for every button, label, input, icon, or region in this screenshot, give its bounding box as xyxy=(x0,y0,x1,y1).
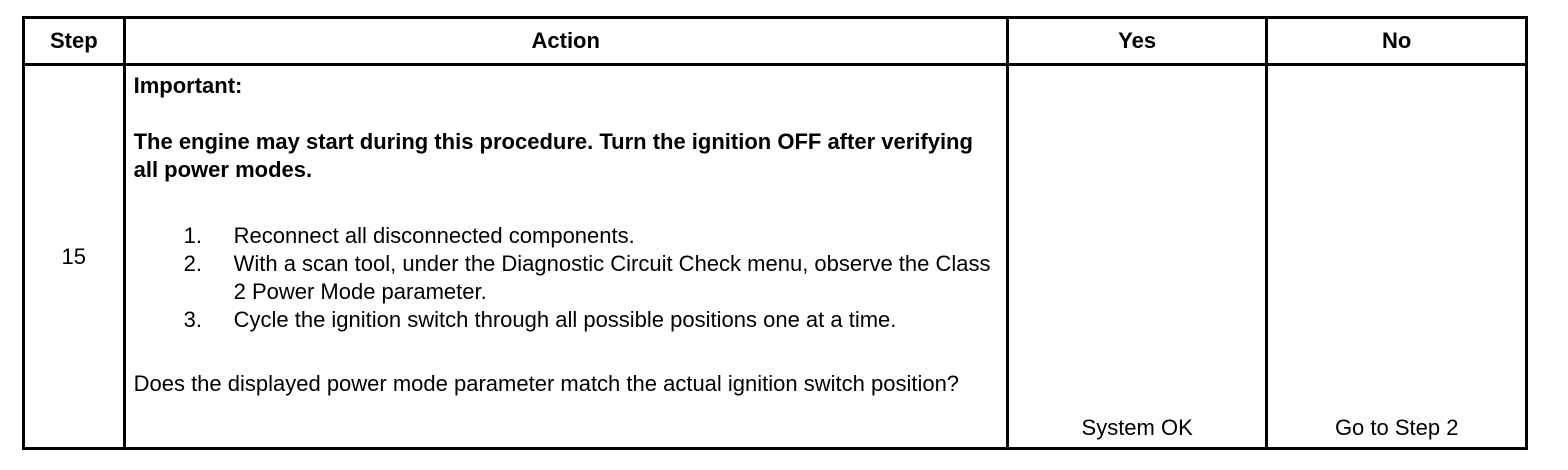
step-index: 3. xyxy=(183,307,202,332)
important-label: Important: xyxy=(133,73,243,98)
diagnostic-table xyxy=(22,16,1528,450)
header-yes: Yes xyxy=(1007,18,1267,65)
step-index: 1. xyxy=(183,223,202,248)
header-no: No xyxy=(1267,18,1527,65)
list-item xyxy=(134,306,998,334)
step-text: Cycle the ignition switch through all possible positions one at a time. xyxy=(233,307,897,332)
table-row xyxy=(24,65,1527,449)
important-note: The engine may start during this procedure. Turn the ignition OFF after verifying all power modes. xyxy=(133,129,973,182)
list-item xyxy=(134,222,998,250)
step-text: With a scan tool, under the Diagnostic Circuit Check menu, observe the Class 2 Power Mode parameter. xyxy=(233,251,991,304)
question-text: Does the displayed power mode parameter match the actual ignition switch position? xyxy=(133,371,960,396)
list-item xyxy=(134,250,998,306)
step-text: Reconnect all disconnected components. xyxy=(233,223,635,248)
procedure-steps xyxy=(134,222,998,334)
header-row xyxy=(24,18,1527,65)
header-action: Action xyxy=(124,18,1007,65)
header-step: Step xyxy=(24,18,125,65)
action-cell xyxy=(124,65,1007,449)
yes-result: System OK xyxy=(1007,65,1267,449)
step-index: 2. xyxy=(183,251,202,276)
no-result: Go to Step 2 xyxy=(1267,65,1527,449)
step-number: 15 xyxy=(24,65,125,449)
